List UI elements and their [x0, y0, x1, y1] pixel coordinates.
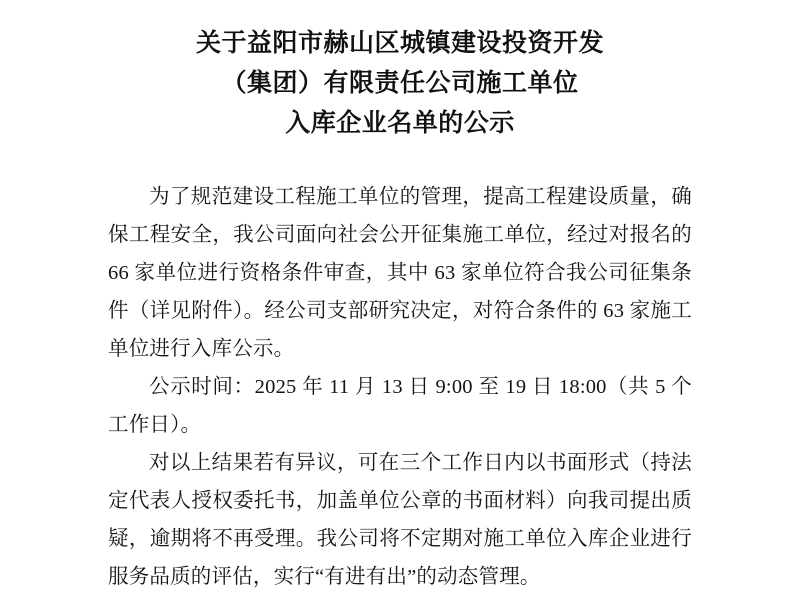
document-body	[108, 178, 692, 596]
body-paragraph-2: 公示时间：2025 年 11 月 13 日 9:00 至 19 日 18:00（共 5 个工作日）。	[108, 376, 692, 436]
page-title-line-1: 关于益阳市赫山区城镇建设投资开发	[195, 30, 604, 57]
body-paragraph-3: 对以上结果若有异议，可在三个工作日内以书面形式（持法定代表人授权委托书，加盖单位公章的书面材料）向我司提出质疑，逾期将不再受理。我公司将不定期对施工单位入库企业进行服务品质的评估，实行“有进有出”的动态管理。	[108, 452, 692, 588]
page-title	[108, 18, 692, 144]
page-title-line-2: （集团）有限责任公司施工单位	[221, 70, 579, 97]
page-title-line-3: 入库企业名单的公示	[285, 110, 515, 137]
body-paragraph-1: 为了规范建设工程施工单位的管理，提高工程建设质量，确保工程安全，我公司面向社会公开征集施工单位，经过对报名的 66 家单位进行资格条件审查，其中 63 家单位符合我公司征集条件（详见附件）。经公司支部研究决定，对符合条件的 63 家施工单位进行入库公示。	[108, 186, 692, 360]
